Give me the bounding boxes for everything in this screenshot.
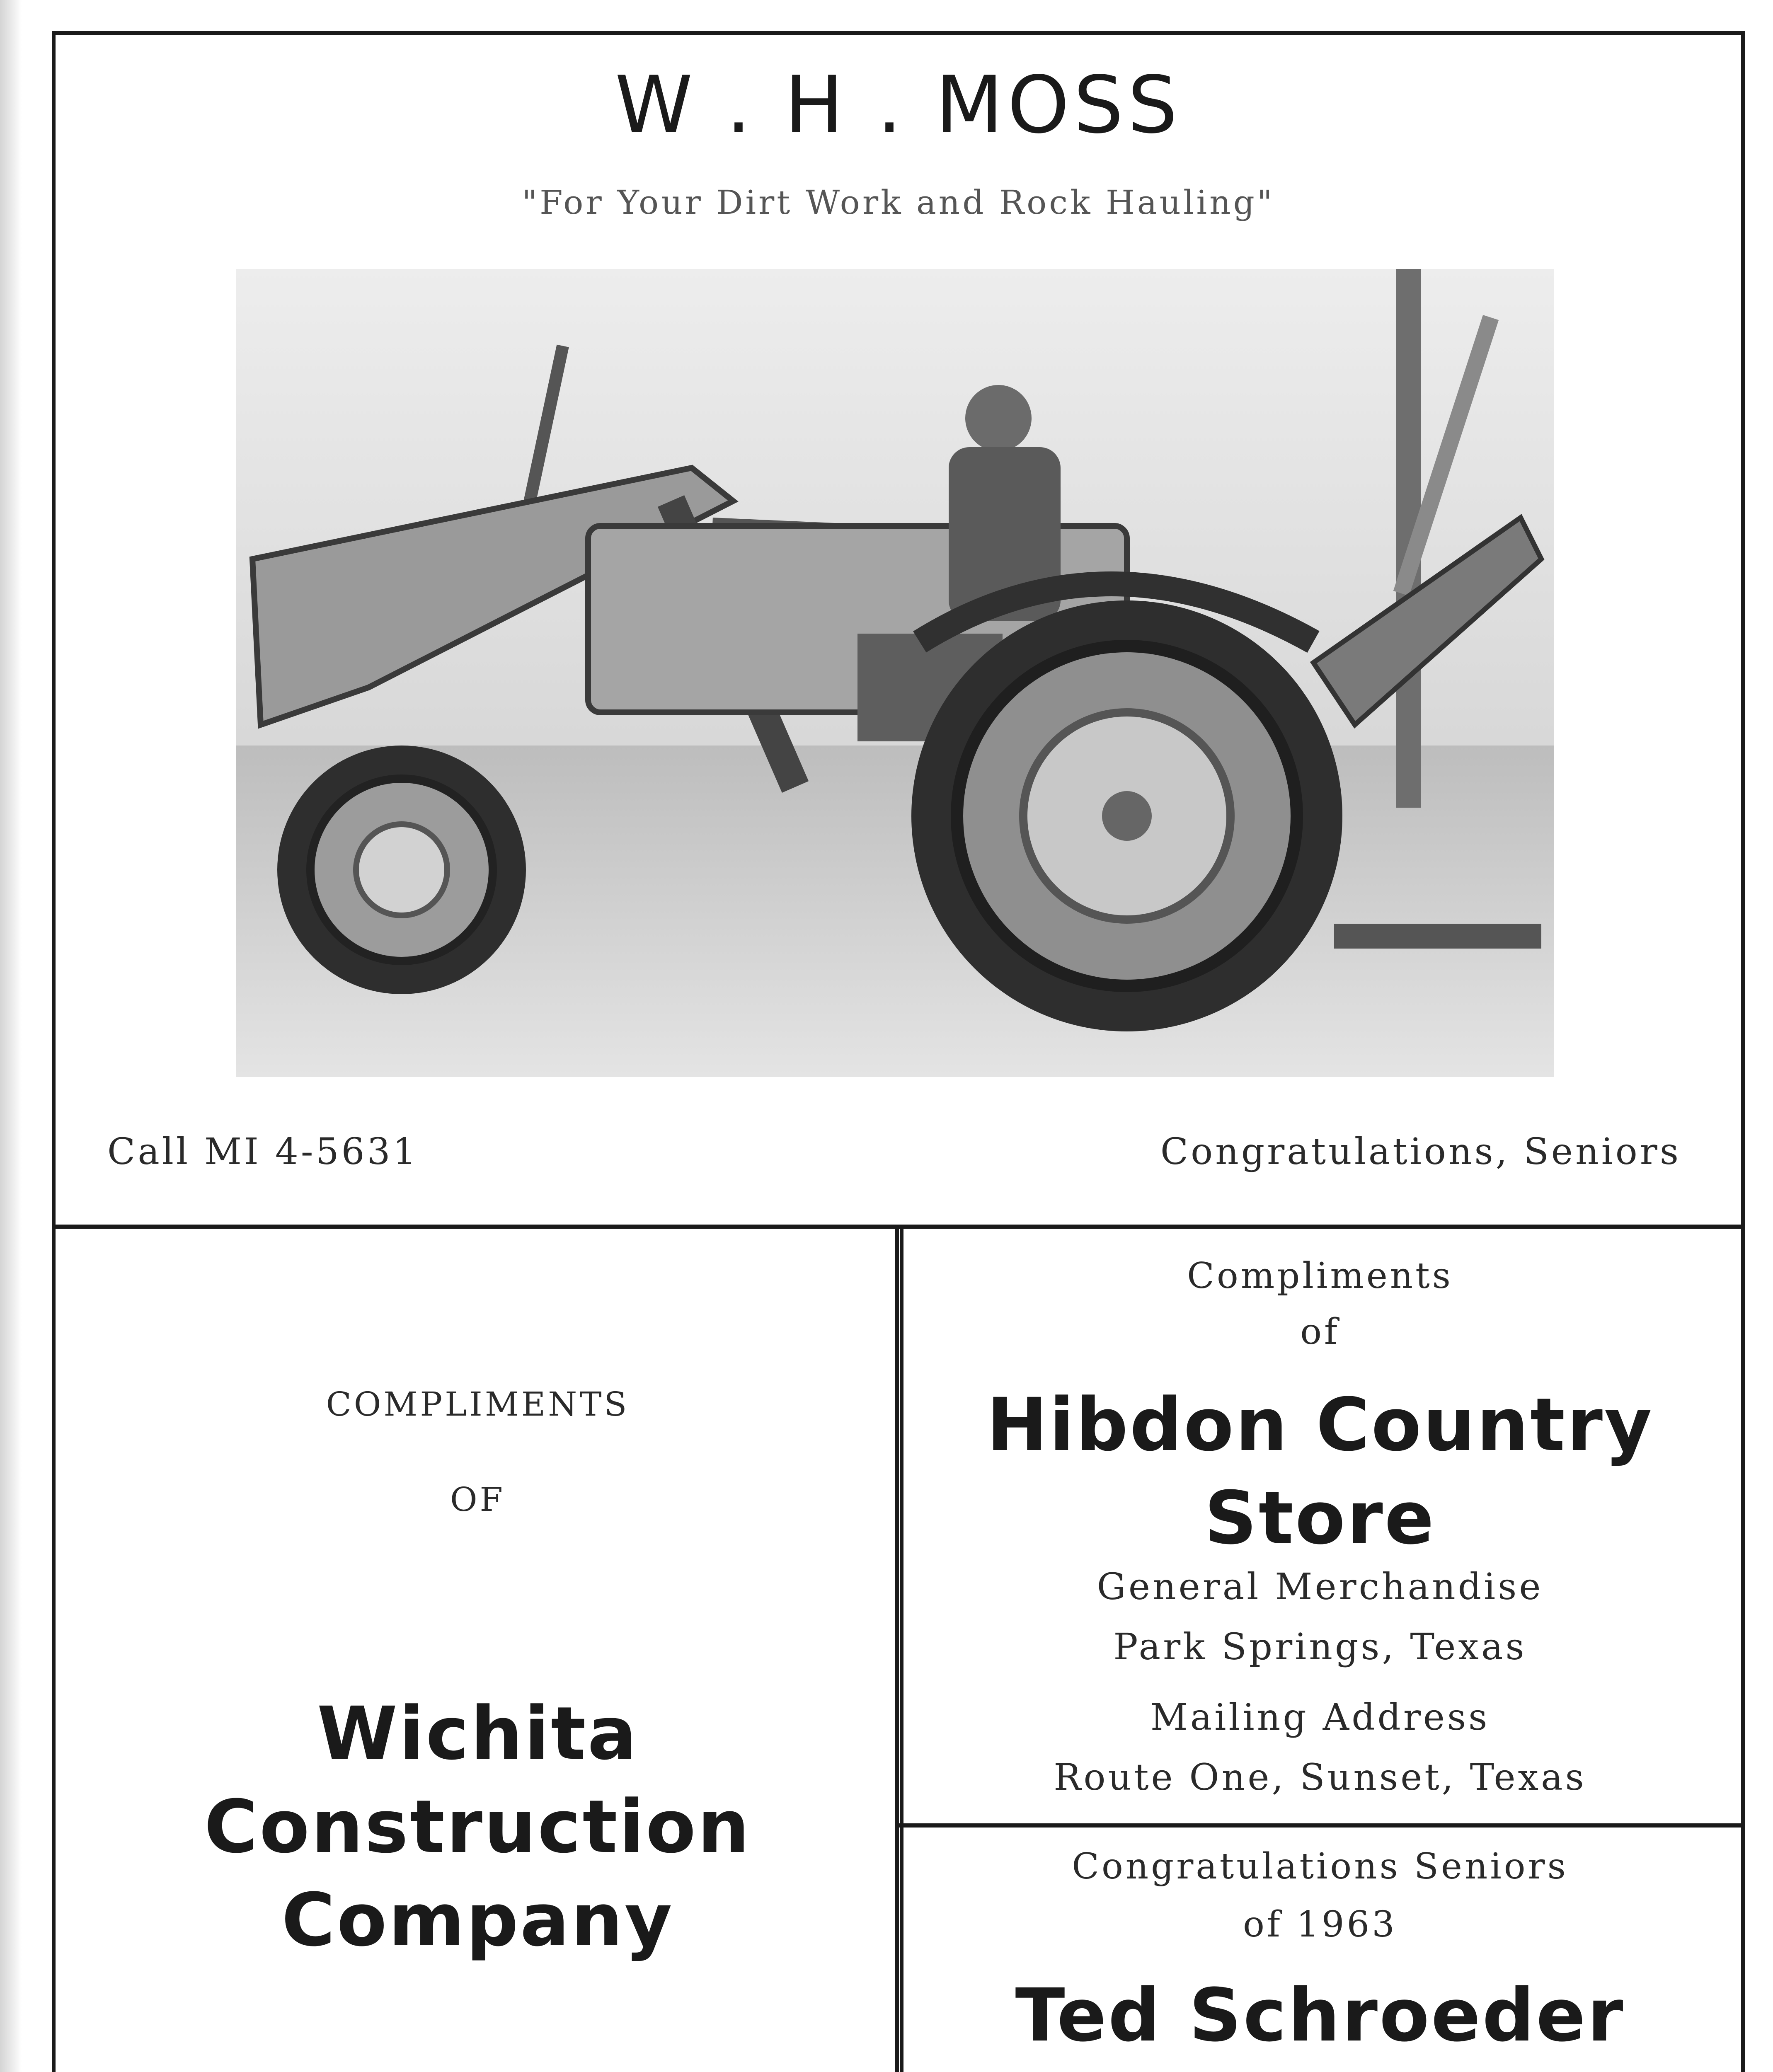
wichita-ad	[52, 1225, 903, 2072]
moss-business-name: W . H . MOSS	[615, 59, 1182, 151]
schroeder-name-line-1: Ted Schroeder	[1015, 1973, 1625, 2058]
hibdon-detail-location: Park Springs, Texas	[1113, 1625, 1527, 1668]
hibdon-ad	[895, 1225, 1745, 1828]
hibdon-name-line-2: Store	[1204, 1476, 1436, 1561]
moss-slogan: "For Your Dirt Work and Rock Hauling"	[522, 183, 1275, 222]
hibdon-detail-mailing-label: Mailing Address	[1150, 1696, 1490, 1738]
hibdon-name-line-1: Hibdon Country	[986, 1382, 1654, 1467]
moss-phone: Call MI 4-5631	[107, 1130, 419, 1173]
wichita-of: OF	[450, 1480, 506, 1519]
hibdon-compliments: Compliments	[1187, 1255, 1453, 1297]
wichita-name-line-1: Wichita	[317, 1691, 639, 1776]
page-binding-shadow	[0, 0, 22, 2072]
moss-ad	[52, 31, 1745, 1229]
moss-greeting: Congratulations, Seniors	[1160, 1130, 1681, 1173]
tractor-illustration	[236, 269, 1554, 1077]
schroeder-ad	[895, 1823, 1745, 2072]
hibdon-of: of	[1300, 1311, 1340, 1353]
wichita-name-line-2: Construction	[204, 1784, 751, 1869]
hibdon-detail-merchandise: General Merchandise	[1097, 1565, 1543, 1608]
wichita-compliments: COMPLIMENTS	[326, 1385, 630, 1423]
schroeder-name-line-2	[899, 2067, 1741, 2072]
wichita-name-line-3: Company	[281, 1878, 674, 1963]
schroeder-greeting-line-1: Congratulations Seniors	[1072, 1846, 1568, 1887]
hibdon-detail-mailing-address: Route One, Sunset, Texas	[1054, 1756, 1586, 1798]
schroeder-greeting-line-2: of 1963	[1243, 1904, 1397, 1945]
tractor-photo	[236, 269, 1554, 1077]
